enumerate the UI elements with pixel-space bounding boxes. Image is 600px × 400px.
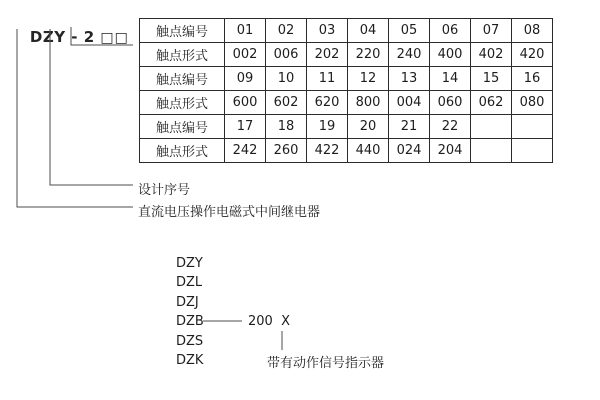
table-row bbox=[140, 43, 553, 67]
model-series-item: DZS bbox=[176, 333, 204, 349]
data-cell: 17 bbox=[225, 115, 266, 139]
table-row bbox=[140, 115, 553, 139]
model-series-item: DZK bbox=[176, 352, 204, 368]
data-cell: 02 bbox=[266, 19, 307, 43]
data-cell: 18 bbox=[266, 115, 307, 139]
row-header-cell: 触点形式 bbox=[140, 91, 225, 115]
data-cell: 060 bbox=[430, 91, 471, 115]
data-cell: 10 bbox=[266, 67, 307, 91]
model-series-item: DZB bbox=[176, 314, 204, 330]
connector-relay-description-line bbox=[17, 29, 133, 207]
data-cell bbox=[512, 139, 553, 163]
model-series-item: DZY bbox=[176, 256, 203, 271]
row-header-cell: 触点形式 bbox=[140, 139, 225, 163]
row-header-cell: 触点形式 bbox=[140, 43, 225, 67]
data-cell: 14 bbox=[430, 67, 471, 91]
table-row bbox=[140, 19, 553, 43]
data-cell bbox=[512, 115, 553, 139]
data-cell: 05 bbox=[389, 19, 430, 43]
data-cell: 800 bbox=[348, 91, 389, 115]
data-cell: 08 bbox=[512, 19, 553, 43]
contact-table-body bbox=[140, 19, 553, 163]
data-cell: 06 bbox=[430, 19, 471, 43]
data-cell: 006 bbox=[266, 43, 307, 67]
dzb-suffix: 200 X bbox=[248, 314, 290, 329]
data-cell: 004 bbox=[389, 91, 430, 115]
data-cell: 04 bbox=[348, 19, 389, 43]
data-cell: 220 bbox=[348, 43, 389, 67]
table-row bbox=[140, 67, 553, 91]
data-cell: 242 bbox=[225, 139, 266, 163]
data-cell: 09 bbox=[225, 67, 266, 91]
connector-contact-table-line bbox=[71, 27, 133, 45]
row-header-cell: 触点编号 bbox=[140, 115, 225, 139]
data-cell: 602 bbox=[266, 91, 307, 115]
row-header-cell: 触点编号 bbox=[140, 19, 225, 43]
row-header-cell: 触点编号 bbox=[140, 67, 225, 91]
data-cell: 20 bbox=[348, 115, 389, 139]
data-cell: 19 bbox=[307, 115, 348, 139]
data-cell: 062 bbox=[471, 91, 512, 115]
model-series-list bbox=[176, 254, 204, 370]
data-cell: 204 bbox=[430, 139, 471, 163]
data-cell: 440 bbox=[348, 139, 389, 163]
model-code-text: DZY - 2 bbox=[29, 28, 101, 46]
data-cell: 11 bbox=[307, 67, 348, 91]
data-cell: 15 bbox=[471, 67, 512, 91]
label-design-serial: 设计序号 bbox=[138, 183, 191, 198]
data-cell: 402 bbox=[471, 43, 512, 67]
data-cell: 080 bbox=[512, 91, 553, 115]
indicator-note: 带有动作信号指示器 bbox=[267, 356, 385, 371]
data-cell: 22 bbox=[430, 115, 471, 139]
model-placeholder-boxes: □□ bbox=[100, 30, 129, 46]
data-cell: 600 bbox=[225, 91, 266, 115]
data-cell: 12 bbox=[348, 67, 389, 91]
data-cell: 240 bbox=[389, 43, 430, 67]
data-cell: 202 bbox=[307, 43, 348, 67]
label-relay-description: 直流电压操作电磁式中间继电器 bbox=[138, 205, 321, 220]
connector-design-serial-line bbox=[50, 29, 133, 185]
table-row bbox=[140, 139, 553, 163]
data-cell: 002 bbox=[225, 43, 266, 67]
contact-table bbox=[139, 18, 553, 163]
model-series-item: DZL bbox=[176, 275, 203, 291]
data-cell: 620 bbox=[307, 91, 348, 115]
data-cell: 03 bbox=[307, 19, 348, 43]
model-series-item: DZJ bbox=[176, 294, 199, 310]
data-cell: 13 bbox=[389, 67, 430, 91]
data-cell: 422 bbox=[307, 139, 348, 163]
data-cell bbox=[471, 115, 512, 139]
data-cell: 21 bbox=[389, 115, 430, 139]
data-cell: 07 bbox=[471, 19, 512, 43]
data-cell: 420 bbox=[512, 43, 553, 67]
data-cell: 260 bbox=[266, 139, 307, 163]
data-cell: 16 bbox=[512, 67, 553, 91]
data-cell: 400 bbox=[430, 43, 471, 67]
table-row bbox=[140, 91, 553, 115]
data-cell: 01 bbox=[225, 19, 266, 43]
data-cell: 024 bbox=[389, 139, 430, 163]
data-cell bbox=[471, 139, 512, 163]
